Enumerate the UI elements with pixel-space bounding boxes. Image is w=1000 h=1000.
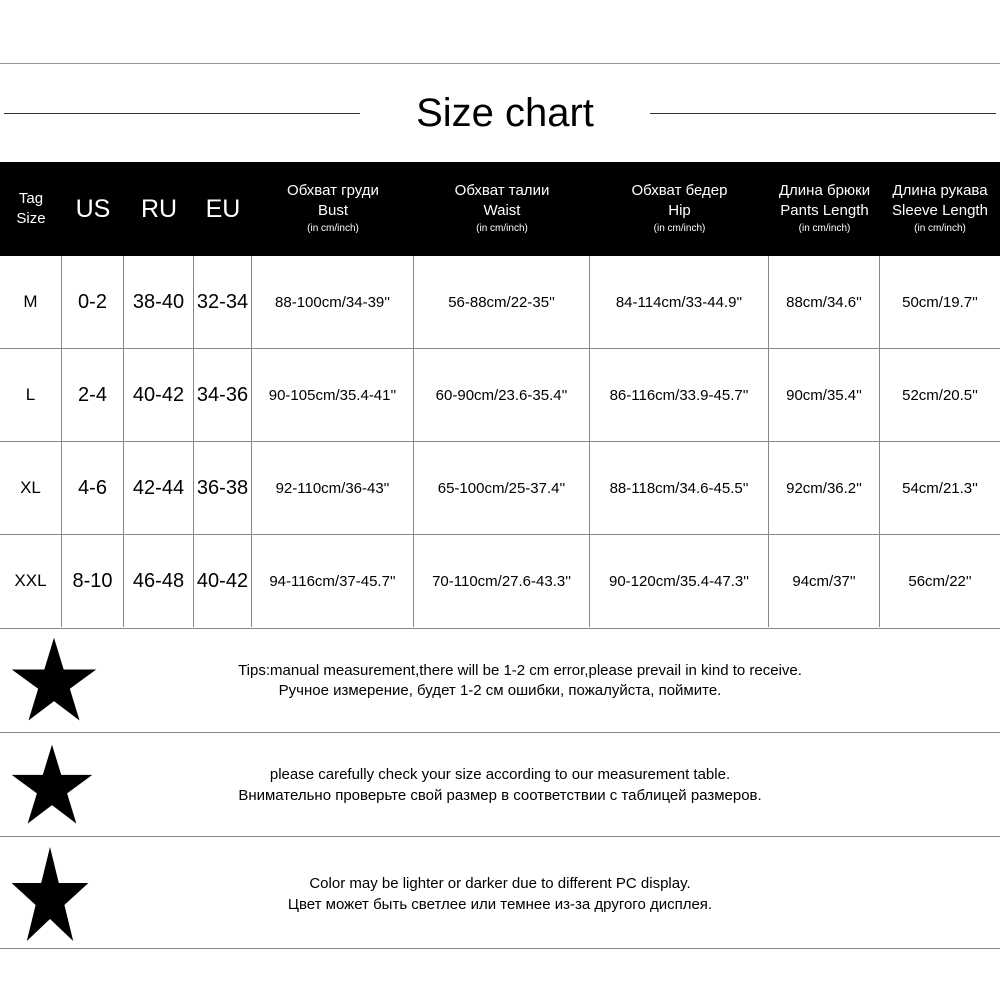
header-sleeve-ru: Длина рукава <box>892 182 988 199</box>
header-ru-label: RU <box>140 195 178 223</box>
table-row <box>0 256 1000 349</box>
cell-us: 8-10 <box>62 535 124 627</box>
table-header <box>0 162 1000 256</box>
header-sleeve-en: Sleeve Length <box>892 202 988 219</box>
cell-tag: M <box>0 256 62 348</box>
cell-bust: 90-105cm/35.4-41'' <box>252 349 414 441</box>
cell-pants: 94cm/37'' <box>769 535 880 627</box>
header-hip <box>590 162 769 256</box>
header-tag-line1: Tag <box>18 190 44 207</box>
tip-text-en: please carefully check your size according to our measurement table. <box>269 766 731 783</box>
header-eu <box>194 162 252 256</box>
header-waist-en: Waist <box>483 202 521 219</box>
cell-us: 0-2 <box>62 256 124 348</box>
header-bust <box>252 162 414 256</box>
header-pants-ru: Длина брюки <box>778 182 871 199</box>
header-pants-en: Pants Length <box>780 202 869 219</box>
cell-waist: 56-88cm/22-35'' <box>414 256 590 348</box>
cell-tag: XL <box>0 442 62 534</box>
header-hip-ru: Обхват бедер <box>631 182 728 199</box>
cell-pants: 88cm/34.6'' <box>769 256 880 348</box>
cell-ru: 46-48 <box>124 535 194 627</box>
cell-hip: 86-116cm/33.9-45.7'' <box>590 349 769 441</box>
cell-pants: 92cm/36.2'' <box>769 442 880 534</box>
cell-tag: L <box>0 349 62 441</box>
table-row <box>0 442 1000 535</box>
tip-text-en: Tips:manual measurement,there will be 1-2 cm error,please prevail in kind to receive. <box>238 662 802 679</box>
size-table-body <box>0 256 1000 629</box>
tip-text-en: Color may be lighter or darker due to different PC display. <box>309 875 691 892</box>
header-us-label: US <box>75 195 111 223</box>
title-divider-right <box>650 113 996 114</box>
cell-pants: 90cm/35.4'' <box>769 349 880 441</box>
tip-block <box>0 629 1000 733</box>
cell-hip: 90-120cm/35.4-47.3'' <box>590 535 769 627</box>
cell-waist: 65-100cm/25-37.4'' <box>414 442 590 534</box>
page-title: Size chart <box>416 91 594 135</box>
cell-sleeve: 50cm/19.7'' <box>902 293 978 311</box>
tip-block <box>0 837 1000 949</box>
header-us <box>62 162 124 256</box>
header-hip-en: Hip <box>668 202 691 219</box>
cell-eu: 36-38 <box>194 442 252 534</box>
cell-hip: 88-118cm/34.6-45.5'' <box>590 442 769 534</box>
cell-waist: 70-110cm/27.6-43.3'' <box>414 535 590 627</box>
cell-us: 4-6 <box>62 442 124 534</box>
cell-bust: 92-110cm/36-43'' <box>252 442 414 534</box>
header-bust-en: Bust <box>317 202 348 219</box>
cell-tag: XXL <box>0 535 62 627</box>
title-area <box>0 64 1000 162</box>
header-bust-ru: Обхват груди <box>287 182 379 199</box>
cell-eu: 32-34 <box>194 256 252 348</box>
tip-block <box>0 733 1000 837</box>
cell-hip: 84-114cm/33-44.9'' <box>590 256 769 348</box>
header-hip-unit: (in cm/inch) <box>653 223 706 234</box>
header-pants-unit: (in cm/inch) <box>798 223 851 234</box>
cell-sleeve: 56cm/22'' <box>908 572 972 590</box>
header-bust-unit: (in cm/inch) <box>307 223 359 234</box>
cell-ru: 40-42 <box>124 349 194 441</box>
header-tag-size <box>0 162 62 256</box>
header-sleeve-length <box>880 162 1000 256</box>
title-divider-left <box>4 113 360 114</box>
header-pants-length <box>769 162 880 256</box>
header-waist-ru: Обхват талии <box>454 182 550 199</box>
header-ru <box>124 162 194 256</box>
tip-text-ru: Внимательно проверьте свой размер в соответствии с таблицей размеров. <box>238 787 762 804</box>
cell-eu: 40-42 <box>194 535 252 627</box>
cell-ru: 42-44 <box>124 442 194 534</box>
cell-eu: 34-36 <box>194 349 252 441</box>
cell-ru: 38-40 <box>124 256 194 348</box>
header-eu-label: EU <box>205 195 241 223</box>
cell-bust: 88-100cm/34-39'' <box>252 256 414 348</box>
tip-text-ru: Ручное измерение, будет 1-2 см ошибки, пожалуйста, поймите. <box>278 682 722 699</box>
cell-bust: 94-116cm/37-45.7'' <box>252 535 414 627</box>
header-waist-unit: (in cm/inch) <box>476 223 528 234</box>
tip-text-ru: Цвет может быть светлее или темнее из-за другого дисплея. <box>287 896 713 913</box>
table-row <box>0 349 1000 442</box>
table-row <box>0 535 1000 629</box>
header-tag-line2: Size <box>16 210 46 227</box>
cell-us: 2-4 <box>62 349 124 441</box>
header-sleeve-unit: (in cm/inch) <box>914 223 966 234</box>
header-waist <box>414 162 590 256</box>
cell-waist: 60-90cm/23.6-35.4'' <box>414 349 590 441</box>
cell-sleeve: 52cm/20.5'' <box>902 386 978 404</box>
cell-sleeve: 54cm/21.3'' <box>902 479 978 497</box>
